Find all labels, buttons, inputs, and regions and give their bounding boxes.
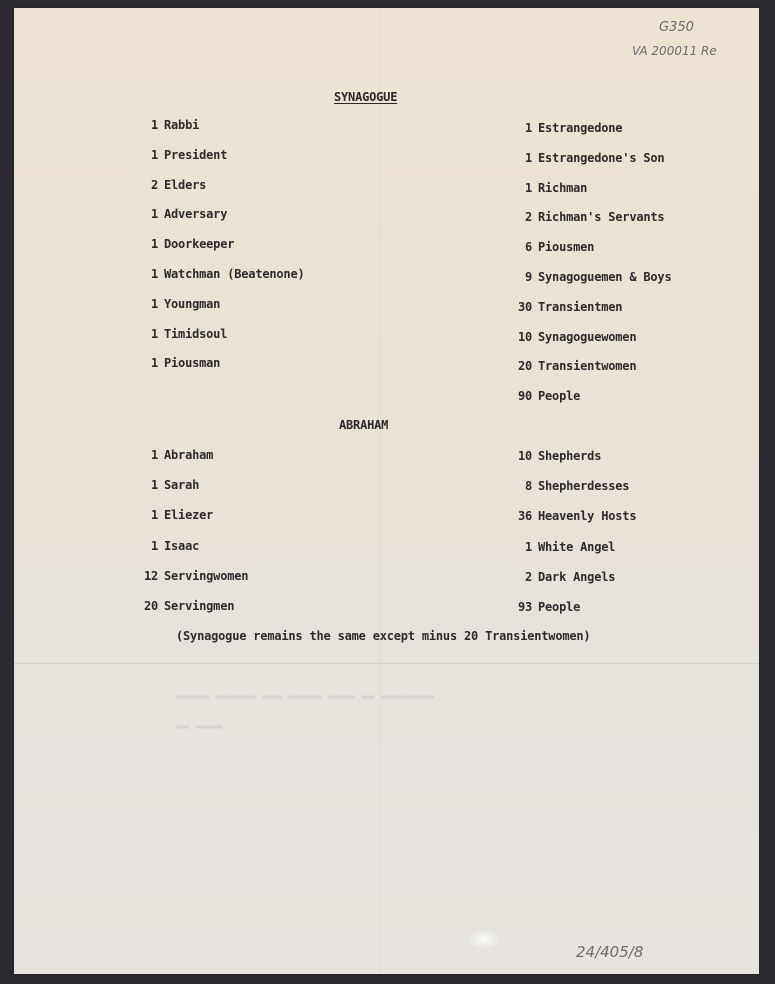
cast-count: 1 xyxy=(150,478,158,493)
cast-count: 1 xyxy=(150,538,158,553)
archive-annotation-top-2: VA 200011 Re xyxy=(632,44,717,58)
archive-annotation-top-1: G350 xyxy=(659,20,694,35)
cast-role: Transientwomen xyxy=(538,359,637,374)
cast-count: 1 xyxy=(150,296,158,311)
cast-role: Watchman (Beatenone) xyxy=(164,267,305,281)
cast-role: Estrangedone's Son xyxy=(538,150,665,165)
bleed-through-decoration: ▬▬ ▬▬▬▬ xyxy=(176,720,223,733)
cast-role: Piousman xyxy=(164,356,221,371)
cast-count: 1 xyxy=(150,118,158,132)
cast-role: Dark Angels xyxy=(538,569,616,584)
fold-line-horizontal xyxy=(14,663,759,664)
cast-role: Isaac xyxy=(164,538,200,553)
cast-role: Elders xyxy=(164,177,207,192)
cast-role: Adversary xyxy=(164,207,228,222)
cast-role: Shepherdesses xyxy=(538,479,630,494)
section-heading-synagogue: SYNAGOGUE xyxy=(334,90,398,104)
document-page xyxy=(14,8,759,974)
cast-count: 1 xyxy=(524,539,532,554)
cast-role: Servingmen xyxy=(164,599,235,613)
cast-role: Heavenly Hosts xyxy=(538,509,637,524)
cast-role: Transientmen xyxy=(538,299,623,314)
footnote: (Synagogue remains the same except minus 20 Transientwomen) xyxy=(176,629,591,643)
cast-count: 2 xyxy=(150,177,158,192)
cast-count: 12 xyxy=(143,568,158,583)
cast-role: People xyxy=(538,600,581,614)
cast-role: Estrangedone xyxy=(538,121,623,135)
cast-count: 36 xyxy=(517,509,532,524)
cast-role: Rabbi xyxy=(164,118,200,132)
cast-count: 1 xyxy=(524,121,532,135)
cast-count: 2 xyxy=(524,569,532,584)
cast-count: 20 xyxy=(143,599,158,613)
cast-count: 9 xyxy=(524,270,532,284)
cast-role: Eliezer xyxy=(164,508,214,523)
cast-role: Synagoguemen & Boys xyxy=(538,270,672,284)
cast-role: Sarah xyxy=(164,478,200,493)
cast-role: Servingwomen xyxy=(164,568,249,583)
cast-count: 1 xyxy=(150,237,158,252)
paper-blemish xyxy=(466,928,502,950)
cast-role: Piousmen xyxy=(538,240,595,255)
cast-role: Synagoguewomen xyxy=(538,329,637,344)
cast-count: 1 xyxy=(150,147,158,162)
cast-role: Youngman xyxy=(164,296,221,311)
cast-role: Richman xyxy=(538,180,588,195)
cast-count: 2 xyxy=(524,210,532,225)
cast-role: Timidsoul xyxy=(164,326,228,341)
cast-count: 6 xyxy=(524,240,532,255)
archive-annotation-bottom: 24/405/8 xyxy=(576,943,644,961)
cast-role: Shepherds xyxy=(538,449,602,463)
bleed-through-decoration: ▬▬▬▬▬ ▬▬▬▬▬▬ ▬▬▬ ▬▬▬▬▬ ▬▬▬▬ ▬▬ ▬▬▬▬▬▬▬▬ xyxy=(176,690,435,703)
cast-role: Doorkeeper xyxy=(164,237,235,252)
cast-count: 30 xyxy=(517,299,532,314)
cast-count: 20 xyxy=(517,359,532,374)
cast-role: President xyxy=(164,147,228,162)
cast-count: 93 xyxy=(517,600,532,614)
cast-count: 90 xyxy=(517,389,532,404)
cast-role: People xyxy=(538,389,581,404)
cast-count: 10 xyxy=(517,449,532,463)
cast-count: 1 xyxy=(150,267,158,281)
cast-count: 8 xyxy=(524,479,532,494)
cast-count: 1 xyxy=(524,150,532,165)
cast-count: 10 xyxy=(517,329,532,344)
cast-role: Richman's Servants xyxy=(538,210,665,225)
section-heading-abraham: ABRAHAM xyxy=(339,418,389,432)
cast-count: 1 xyxy=(150,207,158,222)
cast-count: 1 xyxy=(150,356,158,371)
cast-count: 1 xyxy=(150,508,158,523)
fold-line-vertical xyxy=(380,8,381,974)
cast-count: 1 xyxy=(150,448,158,462)
cast-count: 1 xyxy=(524,180,532,195)
cast-role: White Angel xyxy=(538,539,616,554)
cast-count: 1 xyxy=(150,326,158,341)
cast-role: Abraham xyxy=(164,448,214,462)
